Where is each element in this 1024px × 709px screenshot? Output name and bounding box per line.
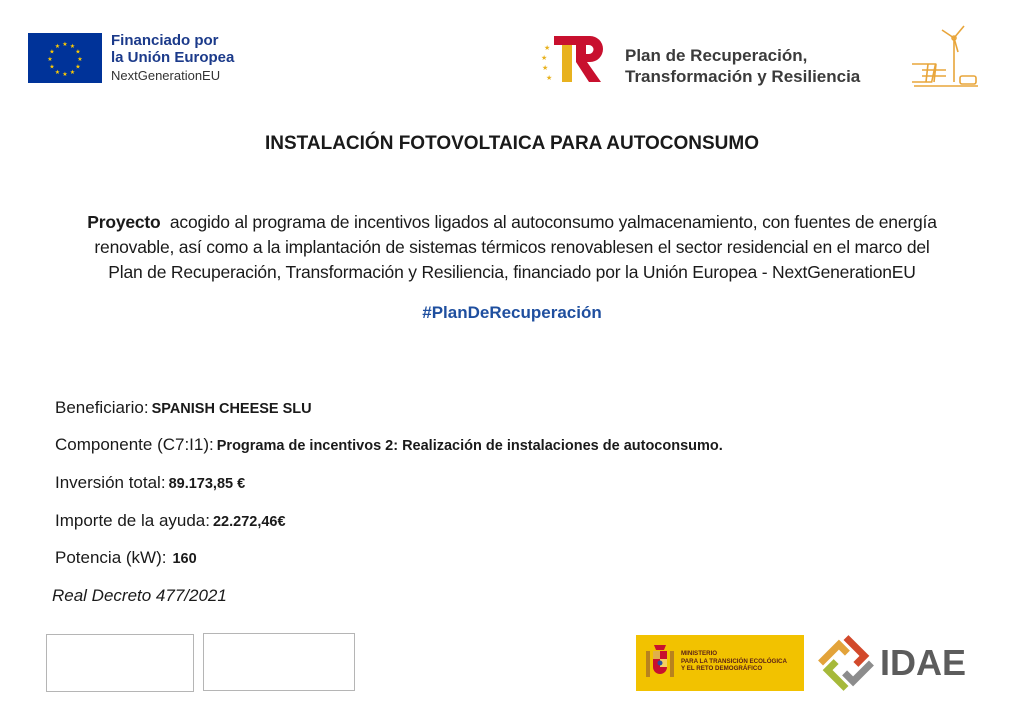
beneficiary-row (55, 398, 312, 418)
svg-text:★: ★ (544, 44, 551, 52)
wind-turbine-solar-icon (912, 24, 982, 92)
hashtag: #PlanDeRecuperación (422, 303, 602, 322)
svg-text:★: ★ (62, 41, 68, 48)
prtr-line-2: Transformación y Resiliencia (625, 67, 861, 86)
svg-text:★: ★ (49, 48, 55, 56)
prtr-title (625, 45, 860, 87)
svg-text:★: ★ (77, 56, 83, 63)
svg-text:★: ★ (546, 74, 553, 82)
investment-value: 89.173,85 € (168, 476, 246, 492)
investment-row (55, 473, 245, 493)
page-title: INSTALACIÓN FOTOVOLTAICA PARA AUTOCONSUMO (265, 133, 759, 154)
svg-text:★: ★ (541, 54, 548, 62)
svg-text:★: ★ (75, 63, 81, 71)
ministry-line-3: Y EL RETO DEMOGRÁFICO (681, 665, 763, 672)
beneficiary-label: Beneficiario: (55, 398, 149, 417)
svg-text:★: ★ (62, 71, 68, 78)
project-line-2: renovable, así como a la implantación de sistemas térmicos renovablesen el sector residencial en el marco del (94, 237, 930, 257)
component-label: Componente (C7:I1): (55, 435, 214, 454)
svg-text:★: ★ (542, 64, 549, 72)
eu-line-2: la Unión Europea (111, 49, 235, 66)
spain-crest-icon (644, 643, 676, 683)
project-line-1: acogido al programa de incentivos ligados al autoconsumo yalmacenamiento, con fuentes de energía (169, 212, 937, 232)
prtr-line-1: Plan de Recuperación, (625, 46, 808, 65)
svg-text:★: ★ (69, 43, 76, 50)
idae-wordmark: IDAE (880, 642, 967, 683)
power-value: 160 (172, 551, 197, 567)
component-row (55, 435, 723, 455)
svg-text:★: ★ (47, 56, 53, 63)
eu-flag-icon (28, 33, 102, 83)
eu-line-1: Financiado por (111, 32, 219, 49)
prtr-logo-icon (540, 30, 610, 88)
svg-text:★: ★ (75, 48, 81, 56)
idae-logo-icon (818, 635, 874, 691)
power-label: Potencia (kW): (55, 548, 167, 567)
project-description (50, 210, 974, 285)
svg-text:★: ★ (54, 69, 61, 76)
eu-line-3: NextGenerationEU (111, 68, 221, 83)
component-value: Programa de incentivos 2: Realización de instalaciones de autoconsumo. (216, 438, 723, 454)
project-line-3: Plan de Recuperación, Transformación y Resiliencia, financiado por la Unión Europea - NextGenerationEU (108, 262, 916, 282)
decree-reference: Real Decreto 477/2021 (52, 586, 227, 605)
ministry-line-1: MINISTERIO (681, 650, 718, 657)
ministry-line-2: PARA LA TRANSICIÓN ECOLÓGICA (681, 657, 787, 665)
power-row (55, 548, 197, 568)
svg-text:★: ★ (49, 63, 55, 71)
aid-label: Importe de la ayuda: (55, 511, 210, 530)
ministry-name (681, 650, 787, 673)
ministry-logo (636, 635, 804, 691)
aid-row (55, 511, 286, 531)
empty-box-right (203, 633, 355, 691)
svg-text:★: ★ (69, 69, 76, 76)
project-lead: Proyecto (87, 212, 161, 232)
svg-text:★: ★ (54, 43, 61, 50)
investment-label: Inversión total: (55, 473, 166, 492)
beneficiary-value: SPANISH CHEESE SLU (151, 401, 312, 417)
eu-funding-label (111, 32, 234, 84)
empty-box-left (46, 634, 194, 692)
aid-value: 22.272,46€ (212, 514, 286, 530)
